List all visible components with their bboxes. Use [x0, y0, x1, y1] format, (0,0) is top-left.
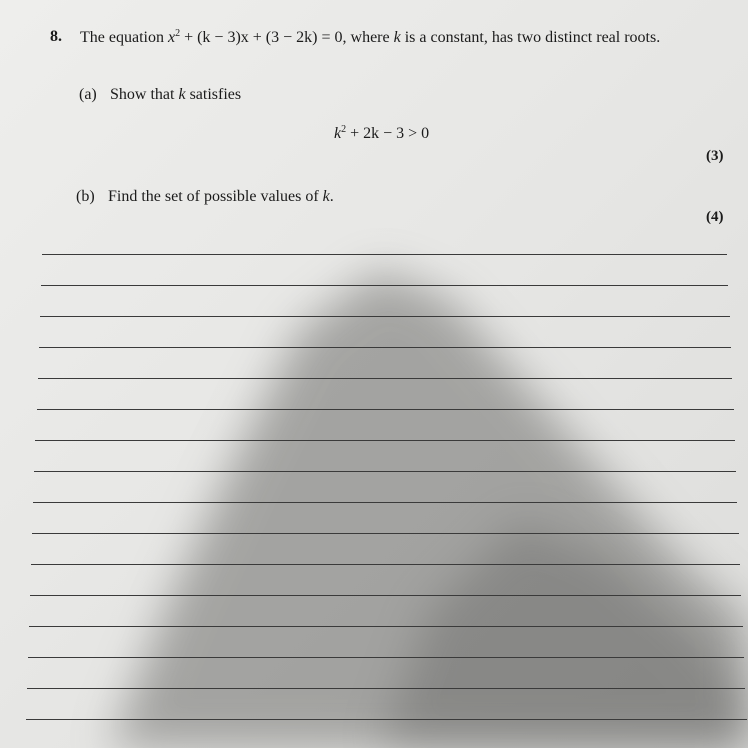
answer-line[interactable]: [33, 502, 737, 503]
answer-line[interactable]: [42, 254, 727, 255]
part-b-label: (b): [76, 188, 95, 205]
answer-line[interactable]: [40, 316, 730, 317]
inequality: $k^2 + 2k - 3 > 0$: [334, 124, 430, 142]
question-text: The equation $x^2 + (k - 3)x + (3 - 2k) = 0$, where k is a constant, has two distinct real roots.: [80, 28, 661, 46]
answer-line[interactable]: [41, 285, 728, 286]
question-number: 8.: [50, 28, 62, 45]
answer-line[interactable]: [37, 409, 734, 410]
part-a-instruction: Show that k satisfies: [110, 86, 242, 103]
answer-line[interactable]: [38, 378, 733, 379]
part-b-instruction: Find the set of possible values of k.: [108, 188, 334, 205]
answer-line[interactable]: [30, 595, 741, 596]
part-a-label: (a): [79, 86, 97, 103]
answer-line[interactable]: [28, 657, 744, 658]
answer-line[interactable]: [35, 440, 734, 441]
marks-part-b: (4): [706, 209, 724, 225]
answer-line[interactable]: [32, 533, 739, 534]
marks-part-a: (3): [706, 148, 724, 164]
answer-line[interactable]: [39, 347, 731, 348]
answer-line[interactable]: [29, 626, 743, 627]
answer-line[interactable]: [31, 564, 740, 565]
answer-line[interactable]: [26, 719, 747, 720]
answer-line[interactable]: [34, 471, 736, 472]
answer-line[interactable]: [27, 688, 746, 689]
